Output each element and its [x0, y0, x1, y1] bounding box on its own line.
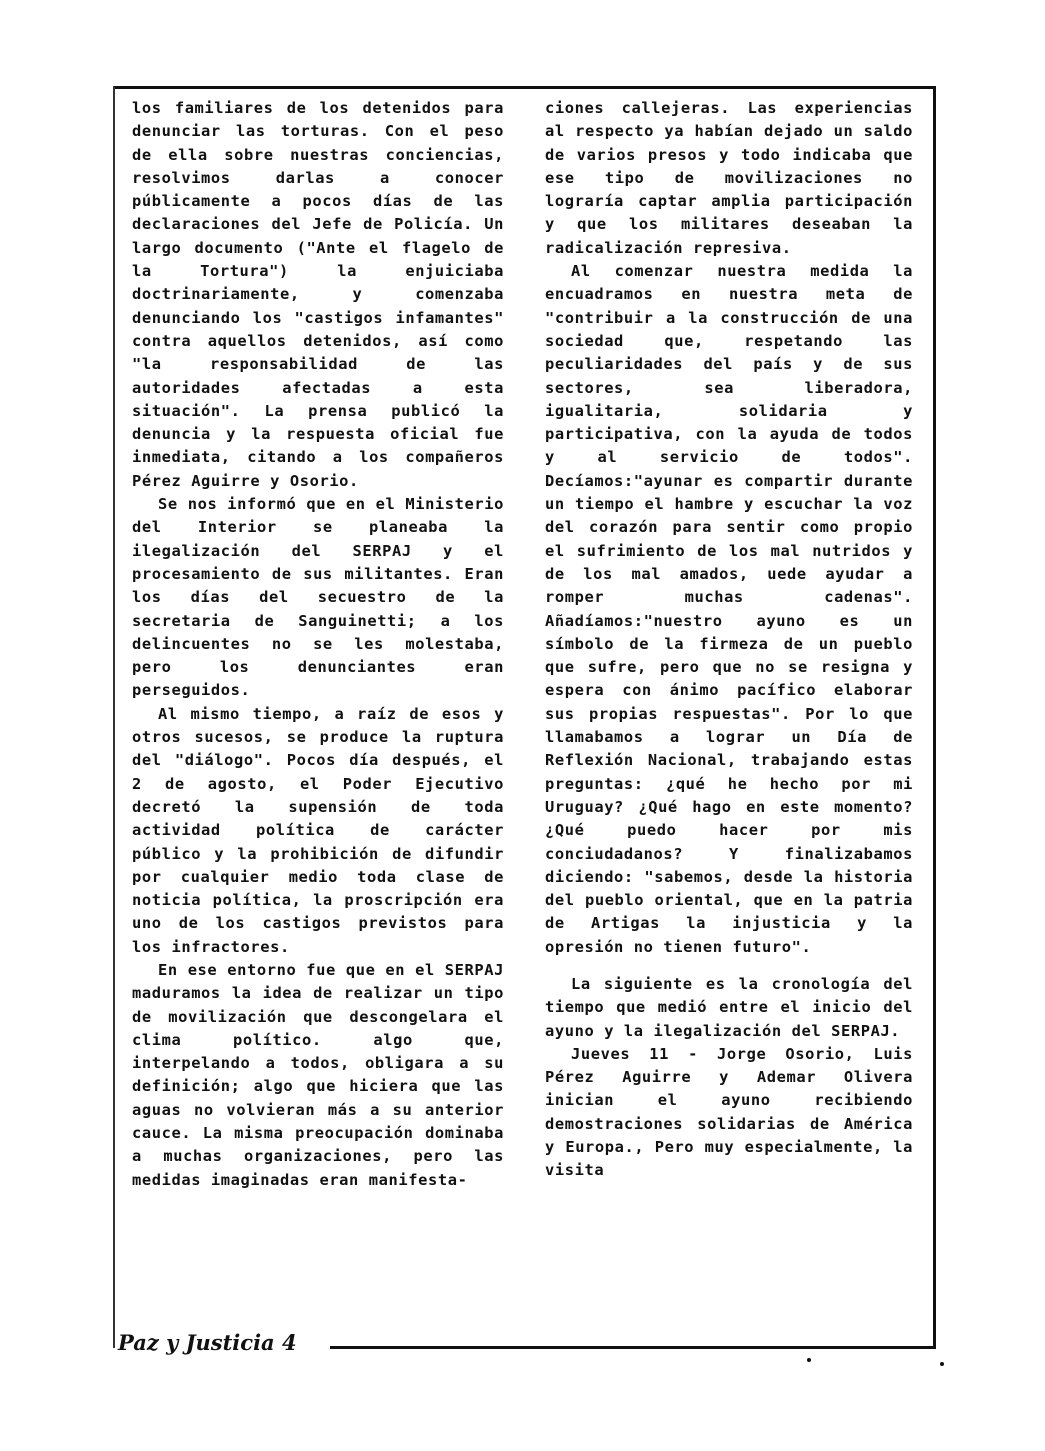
left-paragraph-2: Se nos informó que en el Ministerio del Interior se planeaba la ilegalización del SERPAJ y el procesamiento de sus militantes. Eran los días del secuestro de la secretaria de Sanguinetti; a los delincuentes no se les molestaba, pero los denunciantes eran perseguidos. — [132, 495, 504, 700]
right-paragraph-3: La siguiente es la cronología del tiempo que medió entre el inicio del ayuno y la ilegalización del SERPAJ. — [545, 974, 913, 1040]
page-footer: Paz y Justicia 4 — [118, 1330, 297, 1355]
right-paragraph-2: Al comenzar nuestra medida la encuadramos en nuestra meta de "contribuir a la construcción de una sociedad que, respetando las peculiaridades del país y de sus sectores, sea liberadora, igualitaria, solidaria y participativa, con la ayuda de todos y al servicio de todos". Decíamos:"ayunar es compartir durante un tiempo el hambre y escuchar la voz del corazón para sentir como propio el sufrimiento de los mal nutridos y de los mal amados, uede ayudar a romper muchas cadenas". Añadíamos:"nuestro ayuno es un símbolo de la firmeza de un pueblo que sufre, pero que no se resigna y espera con ánimo pacífico elaborar sus propias respuestas". Por lo que llamabamos a lograr un Día de Reflexión Nacional, trabajando estas preguntas: ¿qué he hecho por mi Uruguay? ¿Qué hago en este momento? ¿Qué puedo hacer por mis conciudadanos? Y finalizabamos diciendo: "sabemos, desde la historia del pueblo oriental, que en la patria de Artigas la injusticia y la opresión no tienen futuro". — [545, 262, 913, 956]
right-column — [545, 97, 913, 1183]
left-paragraph-3: Al mismo tiempo, a raíz de esos y otros sucesos, se produce la ruptura del "diálogo". Pocos día después, el 2 de agosto, el Poder Ejecutivo decretó la supensión de toda actividad política de carácter público y la prohibición de difundir por cualquier medio toda clase de noticia política, la proscripción era uno de los castigos previstos para los infractores. — [132, 704, 504, 956]
page-frame-left — [113, 86, 115, 1348]
left-paragraph-1: los familiares de los detenidos para denunciar las torturas. Con el peso de ella sobre nuestras conciencias, resolvimos darlas a conocer públicamente a pocos días de las declaraciones del Jefe de Policía. Un largo documento ("Ante el flagelo de la Tortura") la enjuiciaba doctrinariamente, y comenzaba denunciando los "castigos infamantes" contra aquellos detenidos, así como "la responsabilidad de las autoridades afectadas a esta situación". La prensa publicó la denuncia y la respuesta oficial fue inmediata, citando a los compañeros Pérez Aguirre y Osorio. — [132, 99, 504, 490]
page-frame-top — [114, 86, 936, 89]
right-paragraph-1: ciones callejeras. Las experiencias al respecto ya habían dejado un saldo de varios presos y todo indicaba que ese tipo de movilizaciones no lograría captar amplia participación y que los militares deseaban la radicalización represiva. — [545, 99, 913, 257]
page-frame-bottom — [330, 1346, 936, 1349]
page-frame-right — [933, 86, 936, 1347]
right-paragraph-4: Jueves 11 - Jorge Osorio, Luis Pérez Aguirre y Ademar Olivera inician el ayuno recibiendo demostraciones solidarias de América y Europa., Pero muy especialmente, la visita — [545, 1044, 913, 1180]
left-paragraph-4: En ese entorno fue que en el SERPAJ maduramos la idea de realizar un tipo de movilización que descongelara el clima político. algo que, interpelando a todos, obligara a su definición; algo que hiciera que las aguas no volvieran más a su anterior cauce. La misma preocupación dominaba a muchas organizaciones, pero las medidas imaginadas eran manifesta- — [132, 960, 504, 1189]
print-speck — [807, 1358, 811, 1362]
print-speck — [940, 1362, 944, 1366]
left-column — [132, 97, 504, 1192]
